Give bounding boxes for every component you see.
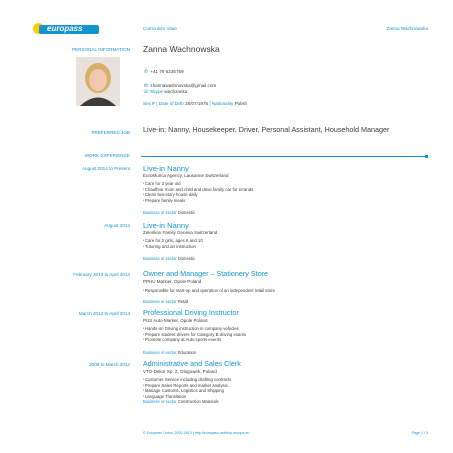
phone-icon: ✆: [143, 69, 149, 75]
entry-duties: [143, 288, 275, 294]
dob-value: 25/07/1975: [185, 101, 209, 106]
skype-row: [143, 89, 187, 95]
duty-item: ▪ Language Translation: [143, 394, 231, 400]
duty-item: ▪ Prepare student drivers for Category B driving exams: [143, 332, 246, 338]
logo-text: europass: [47, 24, 83, 33]
duty-item: ▪ Tutoring and art instruction: [143, 244, 203, 250]
duty-item: ▪ Care for 2 girls, ages 6 and 10: [143, 238, 203, 244]
full-name: Zanna Wachnowska: [143, 44, 220, 54]
entry-org: PUS Auto-Marker, Opole Poland: [143, 318, 208, 323]
sex-label: Sex: [143, 101, 151, 106]
footer-copyright[interactable]: © European Union, 2002-2013 | http://europass.cedefop.europa.eu: [143, 431, 250, 435]
sector-label: Business or sector: [143, 256, 177, 261]
sector-label: Business or sector: [143, 350, 177, 355]
phone-number: +41 79 5235759: [150, 69, 184, 74]
entry-org: PPHU Markier, Opole Poland: [143, 279, 202, 284]
skype-id: wachzanka: [164, 89, 188, 94]
section-divider: [141, 156, 425, 157]
header-name: Zanna Wachnowska: [386, 26, 428, 31]
duty-item: ▪ Responsible for start-up and operation of an independent retail store: [143, 288, 275, 294]
phone-row: [143, 69, 184, 75]
entry-duties: [143, 181, 253, 203]
entry-dates: February 2013 to April 2014: [73, 272, 130, 277]
portrait-image: [76, 57, 120, 106]
duty-item: ▪ Promote company at Auto sports events: [143, 337, 246, 343]
doc-type: Curriculum Vitae: [143, 26, 177, 31]
sector-label: Business or sector: [143, 299, 177, 304]
sector-value: Construction Materials: [177, 399, 219, 404]
entry-sector: [143, 350, 196, 355]
entry-dates: 2008 to March 2012: [89, 362, 130, 367]
duty-item: ▪ Chauffeur mom and child and drive family car for errands: [143, 187, 253, 193]
sector-value: Education: [177, 350, 197, 355]
entry-title: Live-in Nanny: [143, 221, 189, 230]
footer-page-number: Page 1 / 3: [411, 431, 428, 435]
entry-sector: [143, 299, 188, 304]
entry-title: Professional Driving Instructor: [143, 308, 239, 317]
bio-row: Sex F | Date of birth 25/07/1975 | Nationality Polish: [143, 101, 248, 106]
duty-item: ▪ Prepare family meals: [143, 198, 253, 204]
entry-sector: [143, 399, 219, 404]
entry-dates: August 2014 to Present: [81, 166, 130, 171]
sector-label: Business or sector: [143, 210, 177, 215]
entry-duties: [143, 238, 203, 249]
entry-duties: [143, 377, 231, 399]
sector-label: Business or sector: [143, 399, 177, 404]
entry-title: Owner and Manager – Stationery Store: [143, 269, 269, 278]
preferred-job-text: Live-in: Nanny, Housekeeper, Driver, Personal Assistant, Household Manager: [143, 125, 390, 134]
preferred-job-label: PREFERRED JOB: [91, 130, 130, 135]
entry-title: Administrative and Sales Clerk: [143, 359, 241, 368]
personal-info-label: PERSONAL INFORMATION: [72, 47, 130, 52]
europass-logo: [33, 22, 103, 36]
entry-dates: March 2012 to April 2014: [78, 311, 130, 316]
entry-dates: August 2013: [104, 223, 130, 228]
nationality-value: Polish: [234, 101, 248, 106]
email-icon: ✉: [143, 83, 149, 89]
work-experience-label: WORK EXPERIENCE: [84, 153, 130, 158]
duty-item: ▪ Manage Customs, Logistics and Shipping: [143, 388, 231, 394]
skype-label: Skype: [150, 89, 164, 94]
sector-value: Retail: [177, 299, 189, 304]
entry-duties: [143, 326, 246, 343]
entry-sector: [143, 256, 195, 261]
sector-value: Domestic: [177, 256, 195, 261]
duty-item: ▪ Hands-on Driving instruction in company vehicles: [143, 326, 246, 332]
sector-value: Domestic: [177, 210, 195, 215]
entry-org: EuroMunca Agency, Lausanne Switzerland: [143, 173, 229, 178]
section-divider-end: [425, 155, 428, 158]
duty-item: ▪ Prepare Sales Reports and market analysis: [143, 383, 231, 389]
dob-label: Date of birth: [158, 101, 184, 106]
duty-item: ▪ Clean two-story house daily: [143, 192, 253, 198]
entry-sector: [143, 210, 195, 215]
entry-org: VTO-Dekor Sp. Z, Glogowek, Poland: [143, 369, 217, 374]
profile-photo: [76, 57, 120, 106]
nationality-label: Nationality: [211, 101, 234, 106]
duty-item: ▪ Care for 3 year old: [143, 181, 253, 187]
entry-title: Live-in Nanny: [143, 164, 189, 173]
sex-value: F: [152, 101, 156, 106]
email-address[interactable]: zhannawashnovska@gmail.com: [150, 83, 217, 88]
entry-org: Zelenkov Family Geneva Switzerland: [143, 230, 218, 235]
skype-icon: ☏: [143, 89, 150, 95]
duty-item: ▪ Customer Service including drafting contracts: [143, 377, 231, 383]
